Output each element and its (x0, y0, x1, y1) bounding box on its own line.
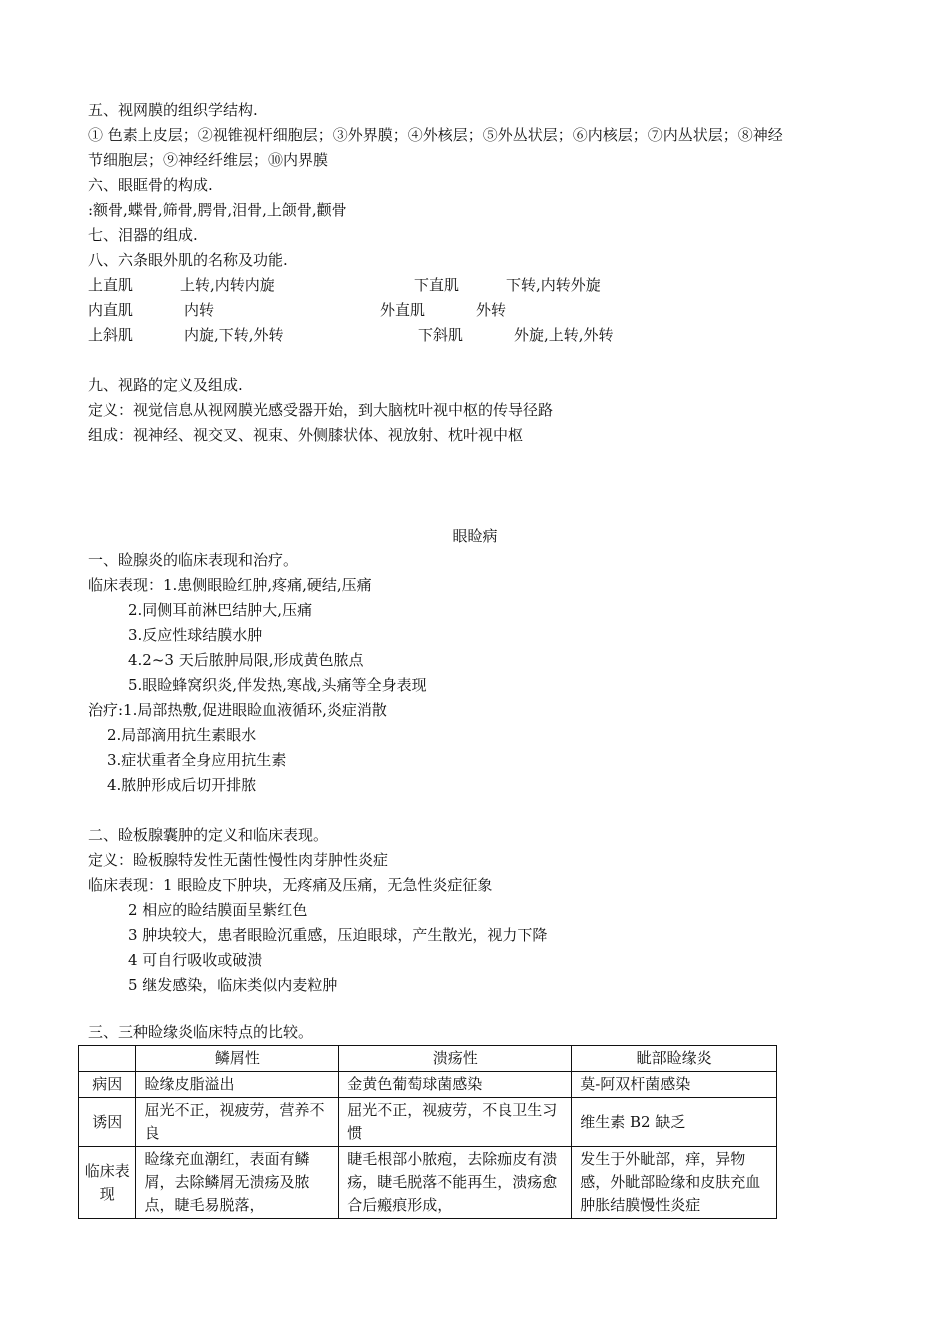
muscle-name: 下直肌 (414, 276, 460, 294)
part-2-title: 二、睑板腺囊肿的定义和临床表现。 (88, 826, 329, 844)
row-label: 诱因 (79, 1098, 136, 1147)
table-row (79, 1098, 777, 1147)
row-label: 临床表现 (79, 1147, 136, 1219)
part-1-clinical-line: 4.2~3 天后脓肿局限,形成黄色脓点 (128, 651, 364, 669)
part-1-clinical-line: 临床表现：1.患侧眼睑红肿,疼痛,硬结,压痛 (88, 576, 372, 594)
table-cell: 睑缘充血潮红，表面有鳞屑，去除鳞屑无溃疡及脓点，睫毛易脱落， (136, 1147, 339, 1219)
muscle-function: 外旋,上转,外转 (514, 326, 614, 344)
table-cell: 维生素 B2 缺乏 (572, 1098, 777, 1147)
blepharitis-comparison-table (78, 1045, 777, 1219)
muscle-function: 上转,内转内旋 (180, 276, 275, 294)
part-1-clinical-line: 2.同侧耳前淋巴结肿大,压痛 (128, 601, 313, 619)
table-row (79, 1147, 777, 1219)
muscle-function: 内旋,下转,外转 (184, 326, 284, 344)
section-9-composition: 组成：视神经、视交叉、视束、外侧膝状体、视放射、枕叶视中枢 (88, 426, 524, 444)
part-3-title: 三、三种睑缘炎临床特点的比较。 (88, 1023, 314, 1041)
part-1-treatment-line: 2.局部滴用抗生素眼水 (107, 726, 257, 744)
table-cell: 屈光不正，视疲劳，营养不良 (136, 1098, 339, 1147)
table-cell: 屈光不正，视疲劳，不良卫生习惯 (339, 1098, 572, 1147)
part-1-clinical-line: 5.眼睑蜂窝织炎,伴发热,寒战,头痛等全身表现 (128, 676, 427, 694)
chapter-title: 眼睑病 (452, 527, 498, 545)
muscle-function: 下转,内转外旋 (506, 276, 601, 294)
muscle-name: 下斜肌 (418, 326, 464, 344)
section-7-title: 七、泪器的组成. (88, 226, 198, 244)
row-label: 病因 (79, 1072, 136, 1098)
table-cell: 睫毛根部小脓疱，去除痂皮有溃疡，睫毛脱落不能再生，溃疡愈合后瘢痕形成， (339, 1147, 572, 1219)
part-1-clinical-line: 3.反应性球结膜水肿 (128, 626, 263, 644)
section-8-title: 八、六条眼外肌的名称及功能. (88, 251, 288, 269)
section-6-text: :额骨,蝶骨,筛骨,腭骨,泪骨,上颌骨,颧骨 (88, 201, 347, 219)
muscle-name: 上斜肌 (88, 326, 134, 344)
table-header-cell (79, 1046, 136, 1072)
part-2-clinical-line: 临床表现：1 眼睑皮下肿块，无疼痛及压痛，无急性炎症征象 (88, 876, 493, 894)
muscle-function: 内转 (184, 301, 215, 319)
table-cell: 睑缘皮脂溢出 (136, 1072, 339, 1098)
section-9-definition: 定义：视觉信息从视网膜光感受器开始，到大脑枕叶视中枢的传导径路 (88, 401, 554, 419)
section-5-text-line-2: 节细胞层；⑨神经纤维层；⑩内界膜 (88, 151, 329, 169)
part-2-clinical-line: 5 继发感染，临床类似内麦粒肿 (128, 976, 338, 994)
table-header-cell: 溃疡性 (339, 1046, 572, 1072)
part-2-clinical-line: 3 肿块较大，患者眼睑沉重感，压迫眼球，产生散光，视力下降 (128, 926, 548, 944)
table-header-cell: 眦部睑缘炎 (572, 1046, 777, 1072)
muscle-function: 外转 (476, 301, 507, 319)
section-6-title: 六、眼眶骨的构成. (88, 176, 213, 194)
section-5-title: 五、视网膜的组织学结构. (88, 101, 258, 119)
part-1-title: 一、睑腺炎的临床表现和治疗。 (88, 551, 299, 569)
part-2-definition: 定义：睑板腺特发性无菌性慢性肉芽肿性炎症 (88, 851, 389, 869)
muscle-name: 外直肌 (380, 301, 426, 319)
muscle-name: 内直肌 (88, 301, 134, 319)
part-2-clinical-line: 2 相应的睑结膜面呈紫红色 (128, 901, 308, 919)
section-9-title: 九、视路的定义及组成. (88, 376, 243, 394)
part-1-treatment-line: 4.脓肿形成后切开排脓 (107, 776, 257, 794)
table-cell: 发生于外眦部，痒，异物感，外眦部睑缘和皮肤充血肿胀结膜慢性炎症 (572, 1147, 777, 1219)
part-1-treatment-line: 治疗:1.局部热敷,促进眼睑血液循环,炎症消散 (88, 701, 387, 719)
table-cell: 金黄色葡萄球菌感染 (339, 1072, 572, 1098)
table-row (79, 1072, 777, 1098)
table-header-row (79, 1046, 777, 1072)
table-header-cell: 鳞屑性 (136, 1046, 339, 1072)
table-cell: 莫-阿双杆菌感染 (572, 1072, 777, 1098)
muscle-name: 上直肌 (88, 276, 134, 294)
part-1-treatment-line: 3.症状重者全身应用抗生素 (107, 751, 287, 769)
section-5-text-line-1: ① 色素上皮层；②视锥视杆细胞层；③外界膜；④外核层；⑤外丛状层；⑥内核层；⑦内丛状层；⑧神经 (88, 126, 783, 144)
part-2-clinical-line: 4 可自行吸收或破溃 (128, 951, 263, 969)
